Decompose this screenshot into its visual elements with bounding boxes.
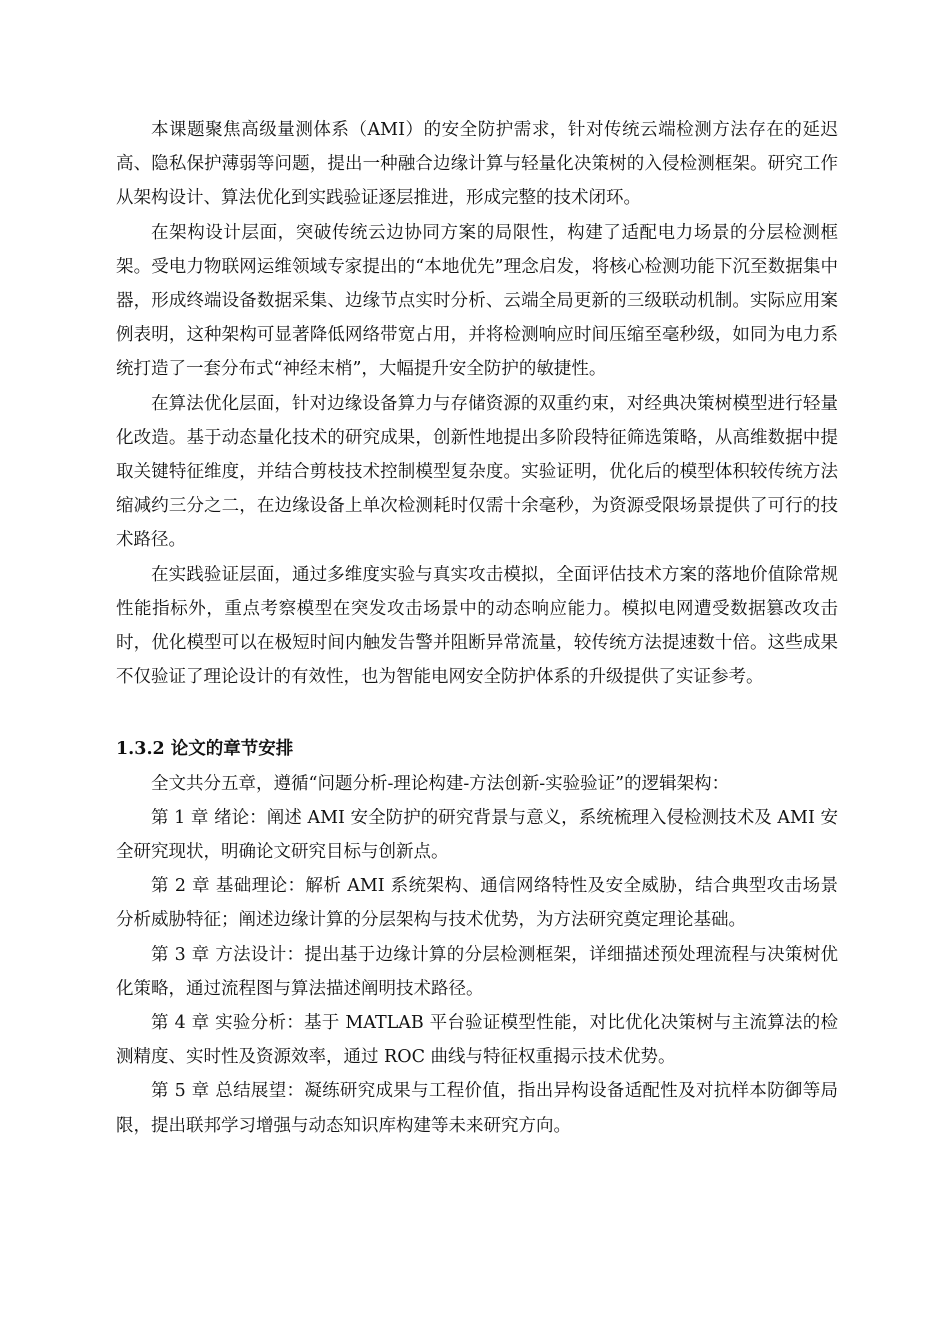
section-paragraph-overview: 全文共分五章，遵循“问题分析-理论构建-方法创新-实验验证”的逻辑架构： — [151, 773, 730, 794]
section-paragraph-chapter-2: 第 2 章 基础理论：解析 AMI 系统架构、通信网络特性及安全威胁，结合典型攻击场景分析威胁特征；阐述边缘计算的分层架构与技术优势，为方法研究奠定理论基础。 — [116, 876, 838, 931]
section-paragraph-chapter-5: 第 5 章 总结展望：凝练研究成果与工程价值，指出异构设备适配性及对抗样本防御等局限，提出联邦学习增强与动态知识库构建等未来研究方向。 — [116, 1081, 838, 1136]
section-paragraph-chapter-3: 第 3 章 方法设计：提出基于边缘计算的分层检测框架，详细描述预处理流程与决策树优化策略，通过流程图与算法描述阐明技术路径。 — [116, 944, 838, 999]
intro-paragraph-3: 在算法优化层面，针对边缘设备算力与存储资源的双重约束，对经典决策树模型进行轻量化改造。基于动态量化技术的研究成果，创新性地提出多阶段特征筛选策略，从高维数据中提取关键特征维度，并结合剪枝技术控制模型复杂度。实验证明，优化后的模型体积较传统方法缩减约三分之二，在边缘设备上单次检测耗时仅需十余毫秒，为资源受限场景提供了可行的技术路径。 — [116, 393, 838, 551]
page-body — [116, 113, 838, 1143]
intro-paragraph-2: 在架构设计层面，突破传统云边协同方案的局限性，构建了适配电力场景的分层检测框架。受电力物联网运维领域专家提出的“本地优先”理念启发，将核心检测功能下沉至数据集中器，形成终端设备数据采集、边缘节点实时分析、云端全局更新的三级联动机制。实际应用案例表明，这种架构可显著降低网络带宽占用，并将检测响应时间压缩至毫秒级，如同为电力系统打造了一套分布式“神经末梢”，大幅提升安全防护的敏捷性。 — [116, 222, 838, 380]
section-paragraph-chapter-1: 第 1 章 绪论：阐述 AMI 安全防护的研究背景与意义，系统梳理入侵检测技术及 AMI 安全研究现状，明确论文研究目标与创新点。 — [116, 807, 838, 863]
section-paragraph-chapter-4: 第 4 章 实验分析：基于 MATLAB 平台验证模型性能，对比优化决策树与主流算法的检测精度、实时性及资源效率，通过 ROC 曲线与特征权重揭示技术优势。 — [116, 1013, 838, 1068]
intro-paragraph-1: 本课题聚焦高级量测体系（AMI）的安全防护需求，针对传统云端检测方法存在的延迟高、隐私保护薄弱等问题，提出一种融合边缘计算与轻量化决策树的入侵检测框架。研究工作从架构设计、算法优化到实践验证逐层推进，形成完整的技术闭环。 — [116, 120, 838, 209]
intro-paragraph-4: 在实践验证层面，通过多维度实验与真实攻击模拟，全面评估技术方案的落地价值除常规性能指标外，重点考察模型在突发攻击场景中的动态响应能力。模拟电网遭受数据篡改攻击时，优化模型可以在极短时间内触发告警并阻断异常流量，较传统方法提速数十倍。这些成果不仅验证了理论设计的有效性，也为智能电网安全防护体系的升级提供了实证参考。 — [116, 564, 838, 688]
section-heading: 1.3.2 论文的章节安排 — [116, 739, 294, 760]
